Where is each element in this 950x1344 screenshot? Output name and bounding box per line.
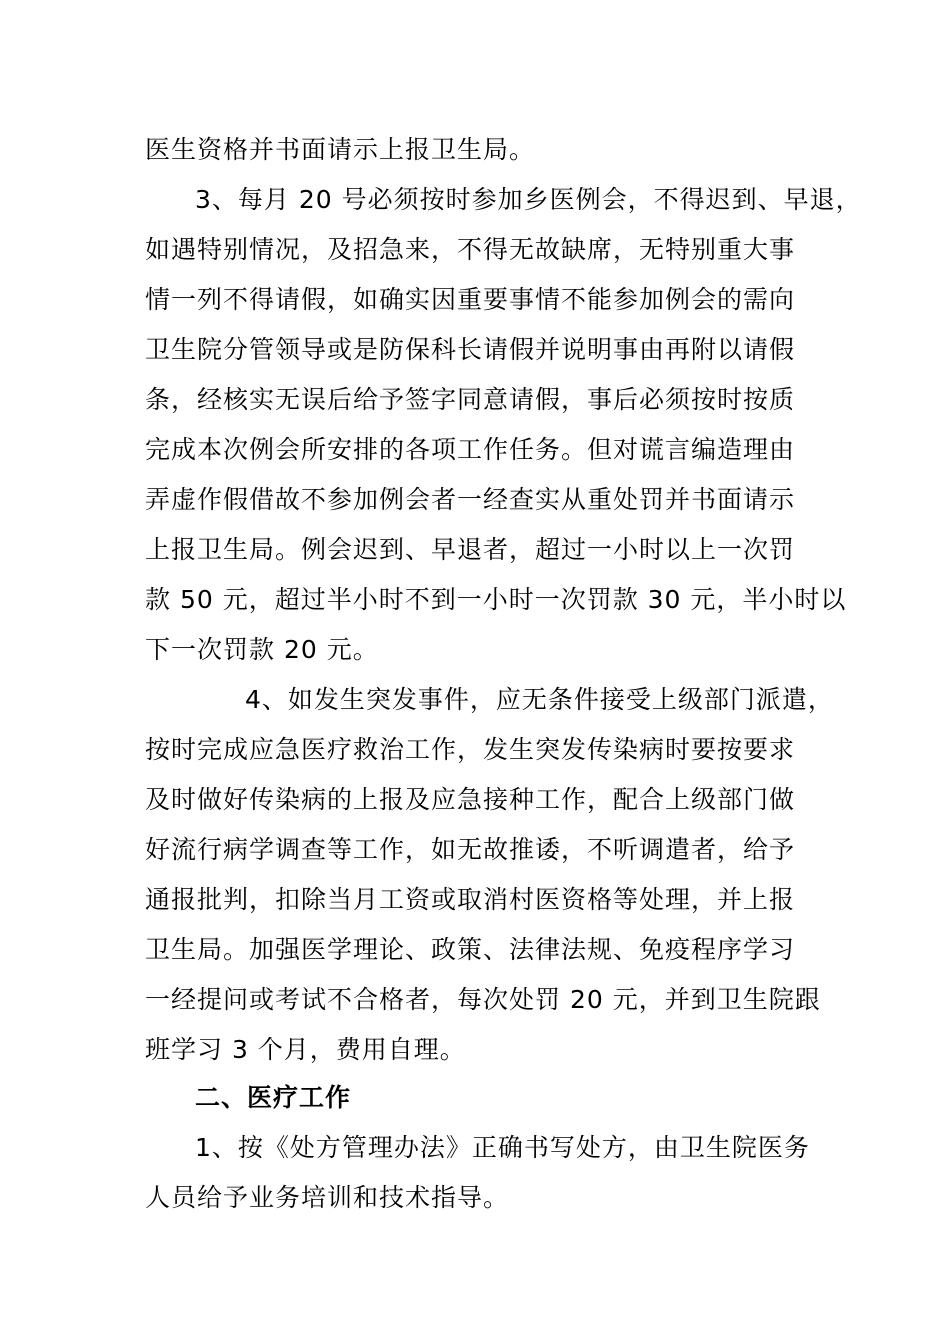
text-line: 3、每月 20 号必须按时参加乡医例会，不得迟到、早退， xyxy=(195,185,862,214)
text-line: 完成本次例会所安排的各项工作任务。但对谎言编造理由 xyxy=(145,435,796,464)
text-line: 医生资格并书面请示上报卫生局。 xyxy=(145,135,536,164)
text-line: 卫生局。加强医学理论、政策、法律法规、免疫程序学习 xyxy=(145,935,796,964)
text-line: 1、按《处方管理办法》正确书写处方，由卫生院医务 xyxy=(195,1133,810,1162)
text-line: 及时做好传染病的上报及应急接种工作，配合上级部门做 xyxy=(145,785,796,814)
text-line: 好流行病学调查等工作，如无故推诿，不听调遣者，给予 xyxy=(145,835,796,864)
text-line: 4、如发生突发事件，应无条件接受上级部门派遣， xyxy=(245,685,834,714)
text-line: 下一次罚款 20 元。 xyxy=(145,635,379,664)
text-line: 款 50 元，超过半小时不到一小时一次罚款 30 元，半小时以 xyxy=(145,585,847,614)
text-line: 班学习 3 个月，费用自理。 xyxy=(145,1035,466,1064)
text-line: 如遇特别情况，及招急来，不得无故缺席，无特别重大事 xyxy=(145,235,796,264)
text-line: 按时完成应急医疗救治工作，发生突发传染病时要按要求 xyxy=(145,735,796,764)
text-line: 弄虚作假借故不参加例会者一经查实从重处罚并书面请示 xyxy=(145,485,796,514)
section-heading: 二、医疗工作 xyxy=(195,1083,352,1112)
text-line: 上报卫生局。例会迟到、早退者，超过一小时以上一次罚 xyxy=(145,535,796,564)
text-line: 条，经核实无误后给予签字同意请假，事后必须按时按质 xyxy=(145,385,796,414)
text-line: 一经提问或考试不合格者，每次处罚 20 元，并到卫生院跟 xyxy=(145,985,821,1014)
text-line: 通报批判，扣除当月工资或取消村医资格等处理，并上报 xyxy=(145,885,796,914)
text-line: 情一列不得请假，如确实因重要事情不能参加例会的需向 xyxy=(145,285,796,314)
text-line: 卫生院分管领导或是防保科长请假并说明事由再附以请假 xyxy=(145,335,796,364)
text-line: 人员给予业务培训和技术指导。 xyxy=(145,1183,510,1212)
